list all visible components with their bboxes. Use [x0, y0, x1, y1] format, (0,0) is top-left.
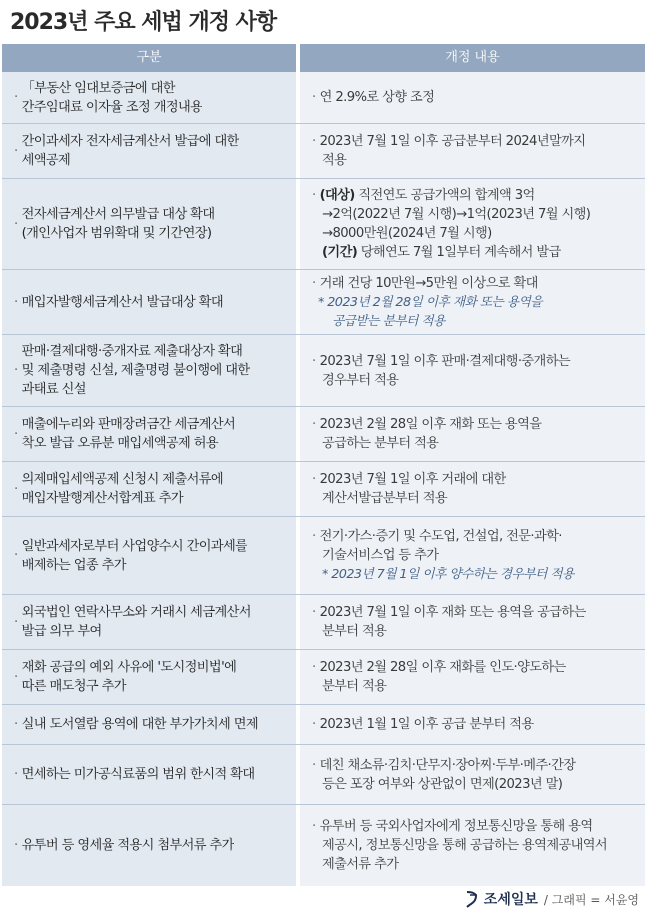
bullet: · [14, 90, 18, 105]
row-category [2, 270, 296, 334]
bullet: · [312, 417, 316, 432]
row-category [2, 650, 296, 704]
category-line: 의제매입세액공제 신청시 제출서류에 [21, 472, 224, 487]
bullet: · [14, 717, 18, 732]
graphic-credit: / 그래픽 = 서윤영 [543, 892, 639, 907]
category-line: (개인사업자 범위확대 및 기간연장) [21, 226, 212, 241]
bullet: · [312, 134, 316, 149]
bullet: · [312, 472, 316, 487]
category-line: 착오 발급 오류분 매입세액공제 허용 [21, 436, 219, 451]
bullet: · [312, 90, 316, 105]
row-category [2, 517, 296, 594]
row-category [2, 595, 296, 649]
category-line: 과태료 신설 [21, 382, 86, 397]
content-line: 2023년 7월 1일 이후 판매·결제대행·중개하는 [319, 353, 570, 369]
tax-revision-table [2, 72, 645, 886]
content-line: 제공시, 정보통신망을 통해 공급하는 용역제공내역서 [322, 838, 608, 853]
table-row [2, 179, 645, 270]
content-line: 적용 [322, 153, 347, 168]
content-line: →8000만원(2024년 7월 시행) [322, 226, 492, 241]
row-content [300, 270, 645, 334]
table-row [2, 270, 645, 335]
bullet: · [14, 294, 18, 310]
table-row [2, 124, 645, 179]
category-line: 재화 공급의 예외 사유에 '도시정비법'에 [21, 660, 237, 675]
content-line: 공급하는 분부터 적용 [322, 436, 439, 451]
table-row [2, 745, 645, 805]
footer-credit [464, 888, 639, 910]
row-category [2, 462, 296, 516]
row-category [2, 805, 296, 886]
content-line: 데친 채소류·김치·단무지·장아찌·두부·메주·간장 [319, 757, 576, 773]
table-row [2, 72, 645, 124]
bullet: · [14, 481, 18, 497]
footnote: * 2023년 7월 1일 이후 양수하는 경우부터 적용 [322, 567, 574, 582]
content-line: →2억(2022년 7월 시행)→1억(2023년 7월 시행) [322, 207, 591, 222]
content-line: 유투버 등 국외사업자에게 정보통신망을 통해 용역 [319, 819, 593, 834]
content-line: 등은 포장 여부와 상관없이 면제(2023년 말) [322, 776, 563, 792]
content-line: 2023년 1월 1일 이후 공급 분부터 적용 [319, 717, 534, 732]
category-line: 「부동산 임대보증금에 대한 [21, 80, 175, 96]
content-line: 2023년 2월 28일 이후 재화 또는 용역을 [319, 417, 542, 432]
category-line: 세액공제 [21, 153, 71, 168]
content-line: 연 2.9%로 상향 조정 [319, 90, 435, 105]
category-line: 간이과세자 전자세금계산서 발급에 대한 [21, 134, 239, 149]
content-line: 제출서류 추가 [322, 857, 399, 872]
category-line: 일반과세자로부터 사업양수시 간이과세를 [21, 538, 248, 554]
row-content [300, 335, 645, 406]
bullet: · [312, 717, 316, 732]
header-content: 개정 내용 [300, 44, 645, 72]
content-line: 직전연도 공급가액의 합계액 3억 [354, 188, 535, 203]
row-content [300, 124, 645, 178]
footnote: * 2023년 2월 28일 이후 재화 또는 용역을 [318, 294, 543, 310]
content-line: 기술서비스업 등 추가 [322, 548, 439, 563]
row-category [2, 124, 296, 178]
content-line: 거래 건당 10만원→5만원 이상으로 확대 [319, 275, 538, 291]
content-line: 계산서발급분부터 적용 [322, 491, 447, 506]
row-content [300, 407, 645, 461]
category-line: 배제하는 업종 추가 [21, 557, 126, 573]
page-title: 2023년 주요 세법 개정 사항 [10, 10, 277, 35]
category-line: 외국법인 연락사무소와 거래시 세금계산서 [21, 605, 251, 620]
bullet: · [14, 426, 18, 442]
bullet: · [312, 605, 316, 620]
table-row [2, 705, 645, 745]
category-line: 실내 도서열람 용역에 대한 부가가치세 면제 [21, 717, 259, 732]
content-line: 분부터 적용 [322, 624, 387, 639]
footnote: 공급받는 분부터 적용 [332, 313, 445, 329]
row-category [2, 407, 296, 461]
row-category [2, 179, 296, 269]
row-content [300, 745, 645, 804]
row-content [300, 805, 645, 886]
bullet: · [14, 767, 18, 782]
row-category [2, 745, 296, 804]
content-line: 분부터 적용 [322, 679, 387, 694]
bullet: · [14, 838, 18, 853]
bullet: · [312, 819, 316, 834]
content-line: 2023년 2월 28일 이후 재화를 인도·양도하는 [319, 660, 566, 675]
bullet: · [14, 614, 18, 630]
category-line: 매출에누리와 판매장려금간 세금계산서 [21, 417, 236, 432]
row-category [2, 72, 296, 123]
table-row [2, 595, 645, 650]
category-line: 유투버 등 영세율 적용시 첨부서류 추가 [21, 838, 234, 853]
category-line: 간주임대료 이자율 조정 개정내용 [21, 99, 203, 115]
content-line: 2023년 7월 1일 이후 공급분부터 2024년말까지 [319, 134, 586, 149]
bullet: · [312, 529, 316, 544]
table-row [2, 650, 645, 705]
category-line: 매입자발행세금계산서 발급대상 확대 [21, 294, 224, 310]
row-content [300, 650, 645, 704]
content-line: 2023년 7월 1일 이후 재화 또는 용역을 공급하는 [319, 605, 586, 620]
target-label: (대상) [319, 188, 355, 203]
table-row [2, 805, 645, 886]
content-line: 전기·가스·증기 및 수도업, 건설업, 전문·과학· [319, 529, 562, 544]
row-category [2, 705, 296, 744]
row-content [300, 517, 645, 594]
row-content [300, 705, 645, 744]
content-line: 당해연도 7월 1일부터 계속해서 발급 [357, 245, 561, 260]
row-content [300, 595, 645, 649]
header-category: 구분 [2, 44, 296, 72]
row-content [300, 462, 645, 516]
table-row [2, 407, 645, 462]
bullet: · [312, 188, 316, 203]
publisher-logo-text: 조세일보 [483, 892, 538, 908]
category-line: 면세하는 미가공식료품의 범위 한시적 확대 [21, 767, 255, 782]
category-line: 매입자발행계산서합계표 추가 [21, 491, 183, 506]
table-row [2, 517, 645, 595]
bullet: · [312, 353, 316, 369]
bullet: · [312, 275, 316, 291]
category-line: 판매·결제대행·중개자료 제출대상자 확대 [21, 344, 243, 359]
bullet: · [14, 363, 18, 378]
category-line: 발급 의무 부여 [21, 624, 102, 639]
joseilbo-logo-icon [464, 890, 480, 908]
bullet: · [312, 660, 316, 675]
bullet: · [14, 143, 18, 159]
content-line: 2023년 7월 1일 이후 거래에 대한 [319, 472, 506, 487]
category-line: 전자세금계산서 의무발급 대상 확대 [21, 207, 215, 222]
content-line: 경우부터 적용 [322, 372, 399, 388]
category-line: 따른 매도청구 추가 [21, 679, 126, 694]
bullet: · [14, 548, 18, 563]
row-content [300, 179, 645, 269]
bullet: · [312, 757, 316, 773]
table-header [2, 44, 645, 72]
table-row [2, 335, 645, 407]
category-line: 및 제출명령 신설, 제출명령 불이행에 대한 [21, 363, 250, 378]
bullet: · [14, 216, 18, 232]
bullet: · [14, 669, 18, 685]
row-category [2, 335, 296, 406]
period-label: (기간) [322, 245, 358, 260]
table-row [2, 462, 645, 517]
row-content [300, 72, 645, 123]
